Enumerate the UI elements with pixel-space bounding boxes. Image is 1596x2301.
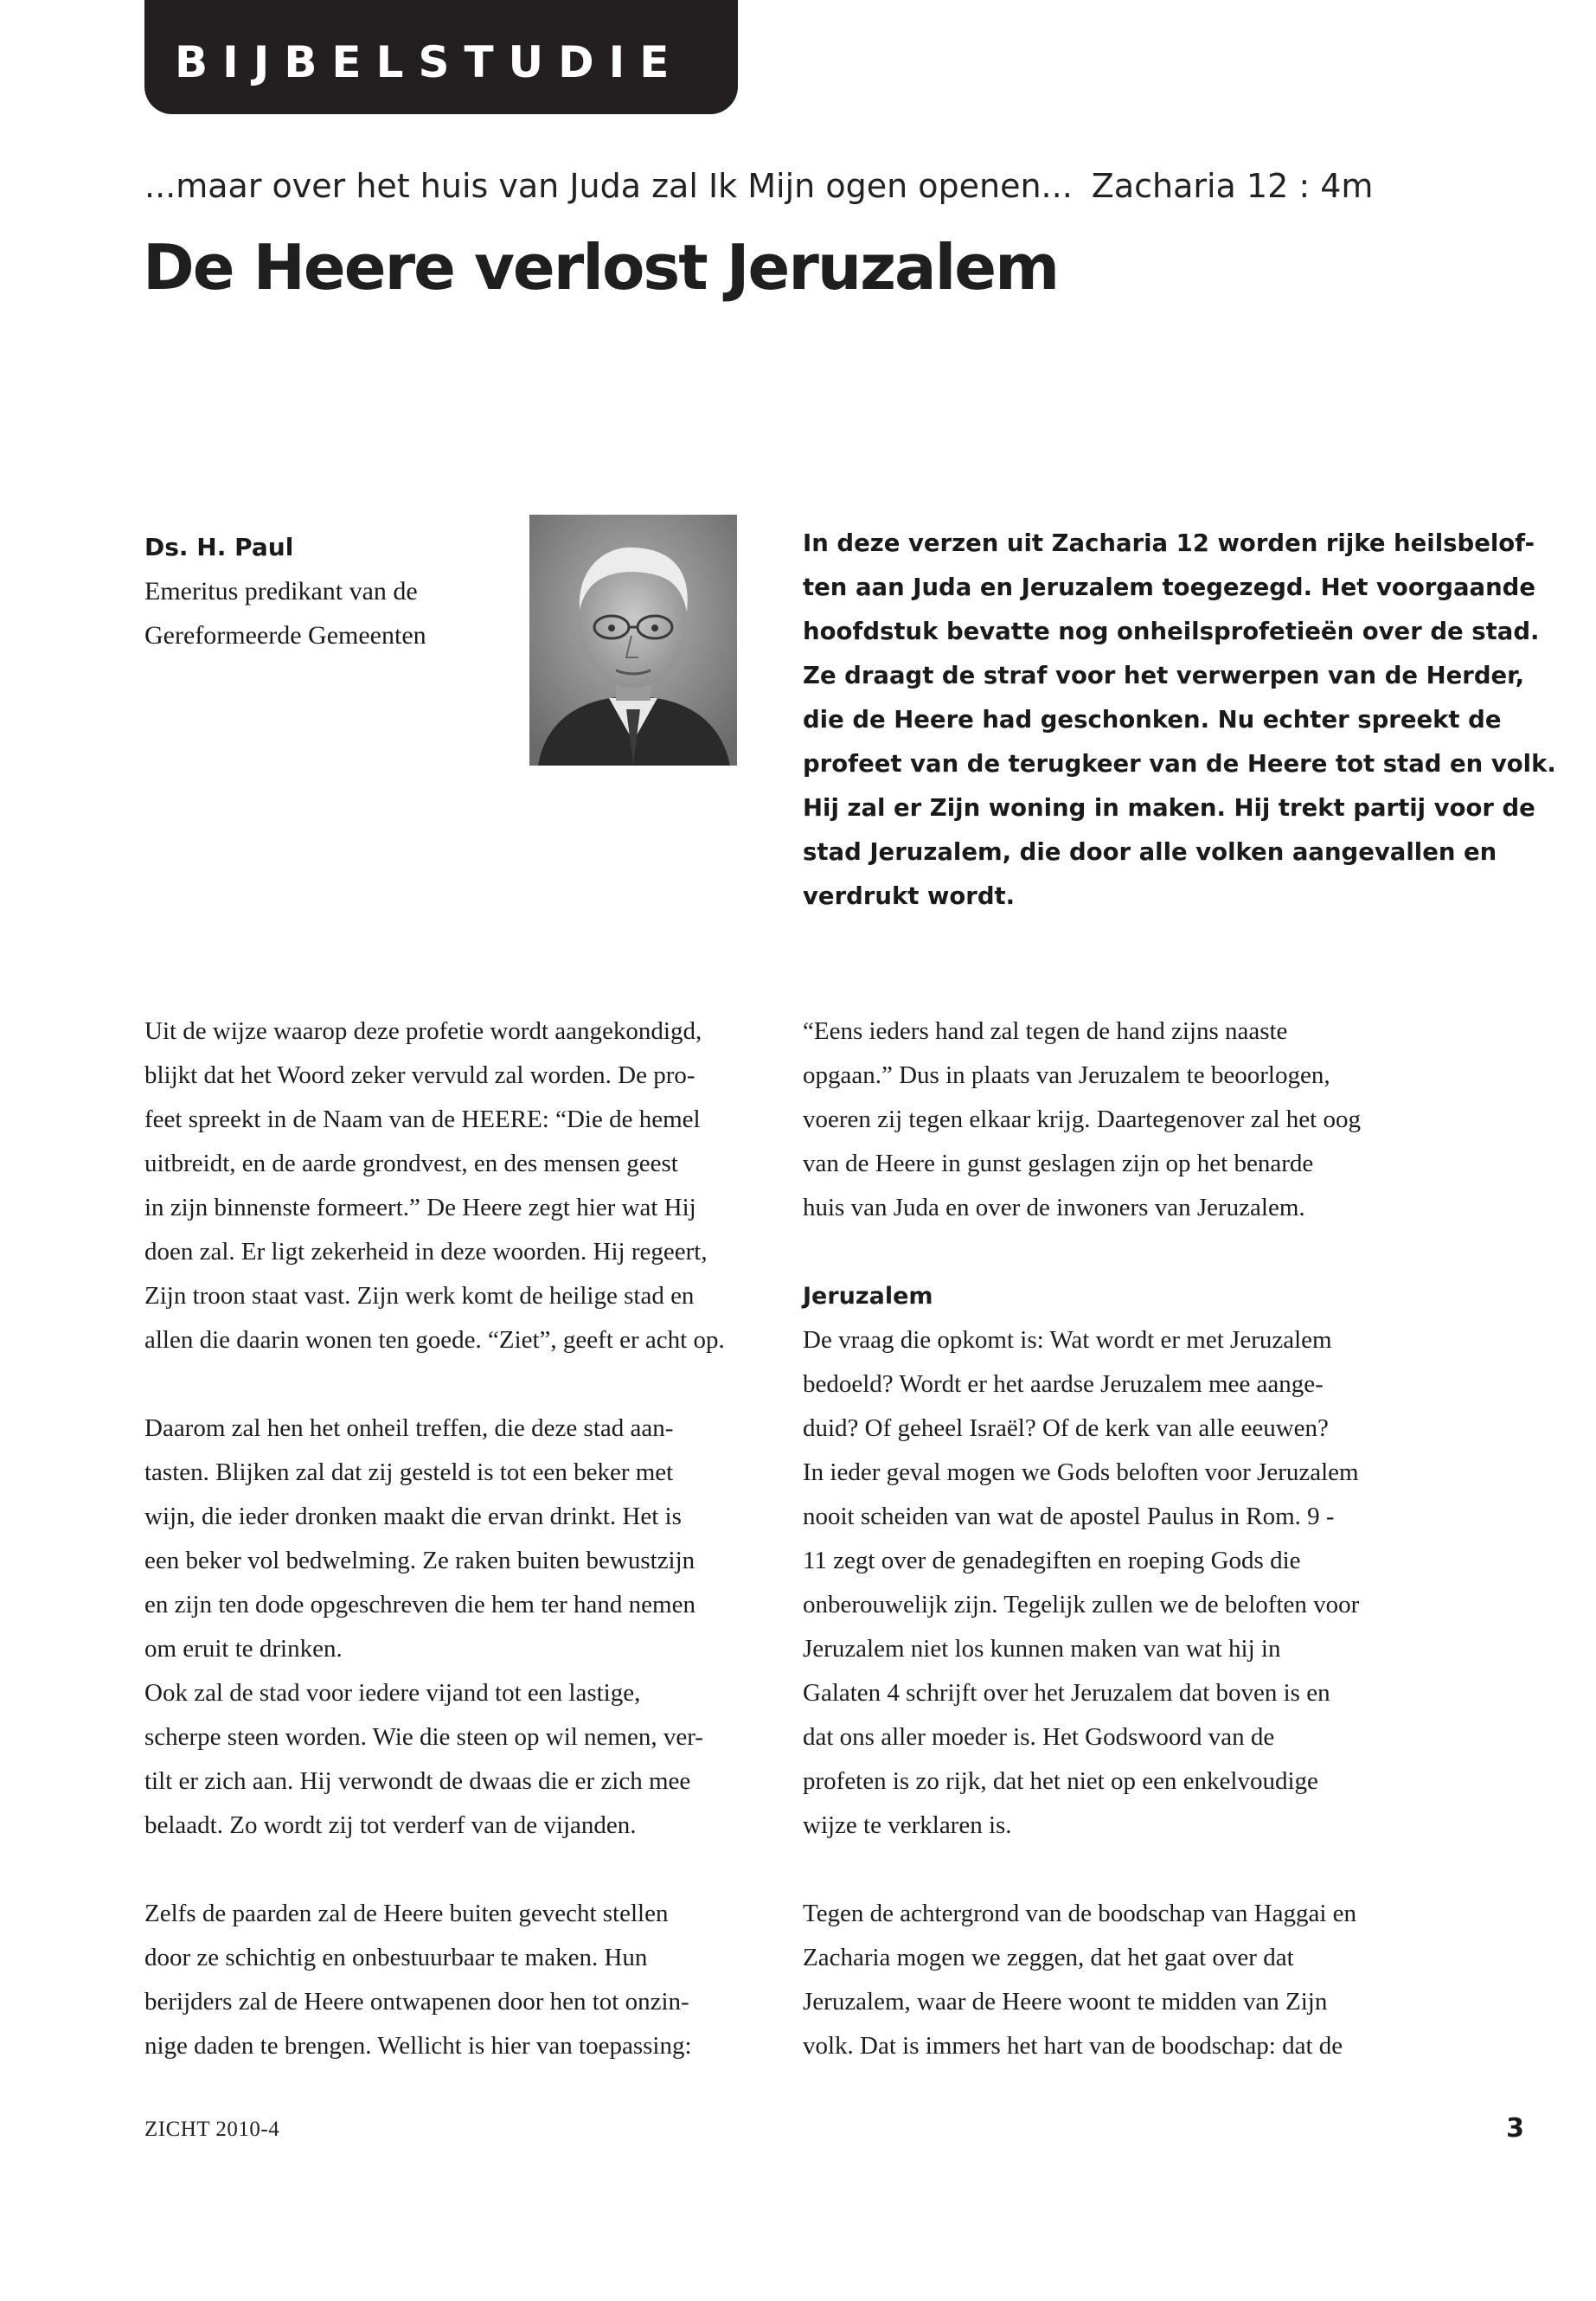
- body-line: door ze schichtig en onbestuurbaar te maken. Hun: [144, 1944, 648, 1971]
- intro-line: Hij zal er Zijn woning in maken. Hij trekt partij voor de: [803, 794, 1535, 822]
- intro-lead: [803, 522, 1556, 919]
- author-name: Ds. H. Paul: [144, 533, 294, 561]
- kicker-quote: ...maar over het huis van Juda zal Ik Mijn ogen openen...: [144, 167, 1073, 205]
- body-line: wijze te verklaren is.: [803, 1811, 1012, 1839]
- body-line: Jeruzalem, waar de Heere woont te midden van Zijn: [803, 1988, 1328, 2016]
- publication-footer: ZICHT 2010-4: [144, 2118, 280, 2141]
- author-block: [144, 525, 516, 657]
- paragraph: [803, 1009, 1443, 1230]
- body-line: Zelfs de paarden zal de Heere buiten gevecht stellen: [144, 1900, 669, 1927]
- paragraph: [144, 1892, 785, 2068]
- body-line: bedoeld? Wordt er het aardse Jeruzalem mee aange-: [803, 1370, 1324, 1398]
- intro-line: Ze draagt de straf voor het verwerpen van de Herder,: [803, 662, 1525, 689]
- body-line: Zijn troon staat vast. Zijn werk komt de heilige stad en: [144, 1282, 695, 1310]
- body-line: Zacharia mogen we zeggen, dat het gaat over dat: [803, 1944, 1294, 1971]
- intro-line: hoofdstuk bevatte nog onheilsprofetieën over de stad.: [803, 618, 1540, 645]
- body-line: belaadt. Zo wordt zij tot verderf van de vijanden.: [144, 1811, 637, 1839]
- author-role-line: Emeritus predikant van de: [144, 577, 418, 606]
- section-label: BIJBELSTUDIE: [144, 0, 738, 114]
- intro-line: stad Jeruzalem, die door alle volken aangevallen en: [803, 838, 1497, 866]
- body-line: volk. Dat is immers het hart van de boodschap: dat de: [803, 2032, 1343, 2060]
- body-line: en zijn ten dode opgeschreven die hem ter hand nemen: [144, 1591, 695, 1618]
- author-portrait: [529, 515, 737, 766]
- body-line: tasten. Blijken zal dat zij gesteld is tot een beker met: [144, 1458, 674, 1486]
- body-line: Tegen de achtergrond van de boodschap van Haggai en: [803, 1900, 1357, 1927]
- body-line: opgaan.” Dus in plaats van Jeruzalem te beoorlogen,: [803, 1061, 1330, 1089]
- body-line: De vraag die opkomt is: Wat wordt er met Jeruzalem: [803, 1326, 1332, 1354]
- body-line: feet spreekt in de Naam van de HEERE: “Die de hemel: [144, 1106, 701, 1133]
- intro-line: In deze verzen uit Zacharia 12 worden rijke heilsbelof-: [803, 529, 1535, 557]
- paragraph: [144, 1009, 785, 1362]
- body-column-left: [144, 1009, 785, 2068]
- portrait-illustration: [529, 515, 737, 766]
- paragraph: [803, 1318, 1443, 1848]
- body-line: huis van Juda en over de inwoners van Jeruzalem.: [803, 1194, 1305, 1221]
- body-line: onberouwelijk zijn. Tegelijk zullen we de beloften voor: [803, 1591, 1360, 1618]
- body-line: nige daden te brengen. Wellicht is hier van toepassing:: [144, 2032, 692, 2060]
- intro-line: profeet van de terugkeer van de Heere tot stad en volk.: [803, 750, 1556, 778]
- body-line: Daarom zal hen het onheil treffen, die deze stad aan-: [144, 1414, 674, 1442]
- body-line: wijn, die ieder dronken maakt die ervan drinkt. Het is: [144, 1503, 682, 1530]
- body-line: tilt er zich aan. Hij verwondt de dwaas die er zich mee: [144, 1767, 691, 1795]
- body-line: doen zal. Er ligt zekerheid in deze woorden. Hij regeert,: [144, 1238, 708, 1266]
- body-line: voeren zij tegen elkaar krijg. Daartegenover zal het oog: [803, 1106, 1361, 1133]
- body-line: blijkt dat het Woord zeker vervuld zal worden. De pro-: [144, 1061, 695, 1089]
- intro-line: verdrukt wordt.: [803, 882, 1016, 910]
- body-line: in zijn binnenste formeert.” De Heere zegt hier wat Hij: [144, 1194, 696, 1221]
- section-subheading: Jeruzalem: [803, 1283, 933, 1310]
- body-line: allen die daarin wonen ten goede. “Ziet”, geeft er acht op.: [144, 1326, 725, 1354]
- body-line: Uit de wijze waarop deze profetie wordt aangekondigd,: [144, 1017, 702, 1045]
- body-line: een beker vol bedwelming. Ze raken buiten bewustzijn: [144, 1547, 695, 1574]
- body-line: dat ons aller moeder is. Het Godswoord van de: [803, 1723, 1275, 1751]
- body-line: van de Heere in gunst geslagen zijn op het benarde: [803, 1150, 1314, 1177]
- body-line: Ook zal de stad voor iedere vijand tot een lastige,: [144, 1679, 641, 1707]
- body-line: nooit scheiden van wat de apostel Paulus in Rom. 9 -: [803, 1503, 1335, 1530]
- article-title: De Heere verlost Jeruzalem: [143, 231, 1059, 304]
- body-line: profeten is zo rijk, dat het niet op een enkelvoudige: [803, 1767, 1318, 1795]
- body-line: Jeruzalem niet los kunnen maken van wat hij in: [803, 1635, 1281, 1663]
- kicker-reference: Zacharia 12 : 4m: [1091, 167, 1374, 205]
- paragraph: [803, 1892, 1443, 2068]
- intro-line: die de Heere had geschonken. Nu echter spreekt de: [803, 706, 1502, 734]
- body-line: uitbreidt, en de aarde grondvest, en des mensen geest: [144, 1150, 678, 1177]
- body-column-right: [803, 1009, 1443, 2068]
- body-line: berijders zal de Heere ontwapenen door hen tot onzin-: [144, 1988, 689, 2016]
- body-line: Galaten 4 schrijft over het Jeruzalem dat boven is en: [803, 1679, 1330, 1707]
- body-line: duid? Of geheel Israël? Of de kerk van alle eeuwen?: [803, 1414, 1329, 1442]
- body-line: scherpe steen worden. Wie die steen op wil nemen, ver-: [144, 1723, 703, 1751]
- body-line: In ieder geval mogen we Gods beloften voor Jeruzalem: [803, 1458, 1359, 1486]
- body-line: om eruit te drinken.: [144, 1635, 343, 1663]
- page-number: 3: [1506, 2113, 1524, 2144]
- body-line: “Eens ieders hand zal tegen de hand zijns naaste: [803, 1017, 1288, 1045]
- paragraph: [144, 1407, 785, 1848]
- intro-line: ten aan Juda en Jeruzalem toegezegd. Het voorgaande: [803, 574, 1535, 601]
- body-line: 11 zegt over de genadegiften en roeping Gods die: [803, 1547, 1301, 1574]
- author-role-line: Gereformeerde Gemeenten: [144, 621, 426, 650]
- kicker: [144, 167, 1529, 205]
